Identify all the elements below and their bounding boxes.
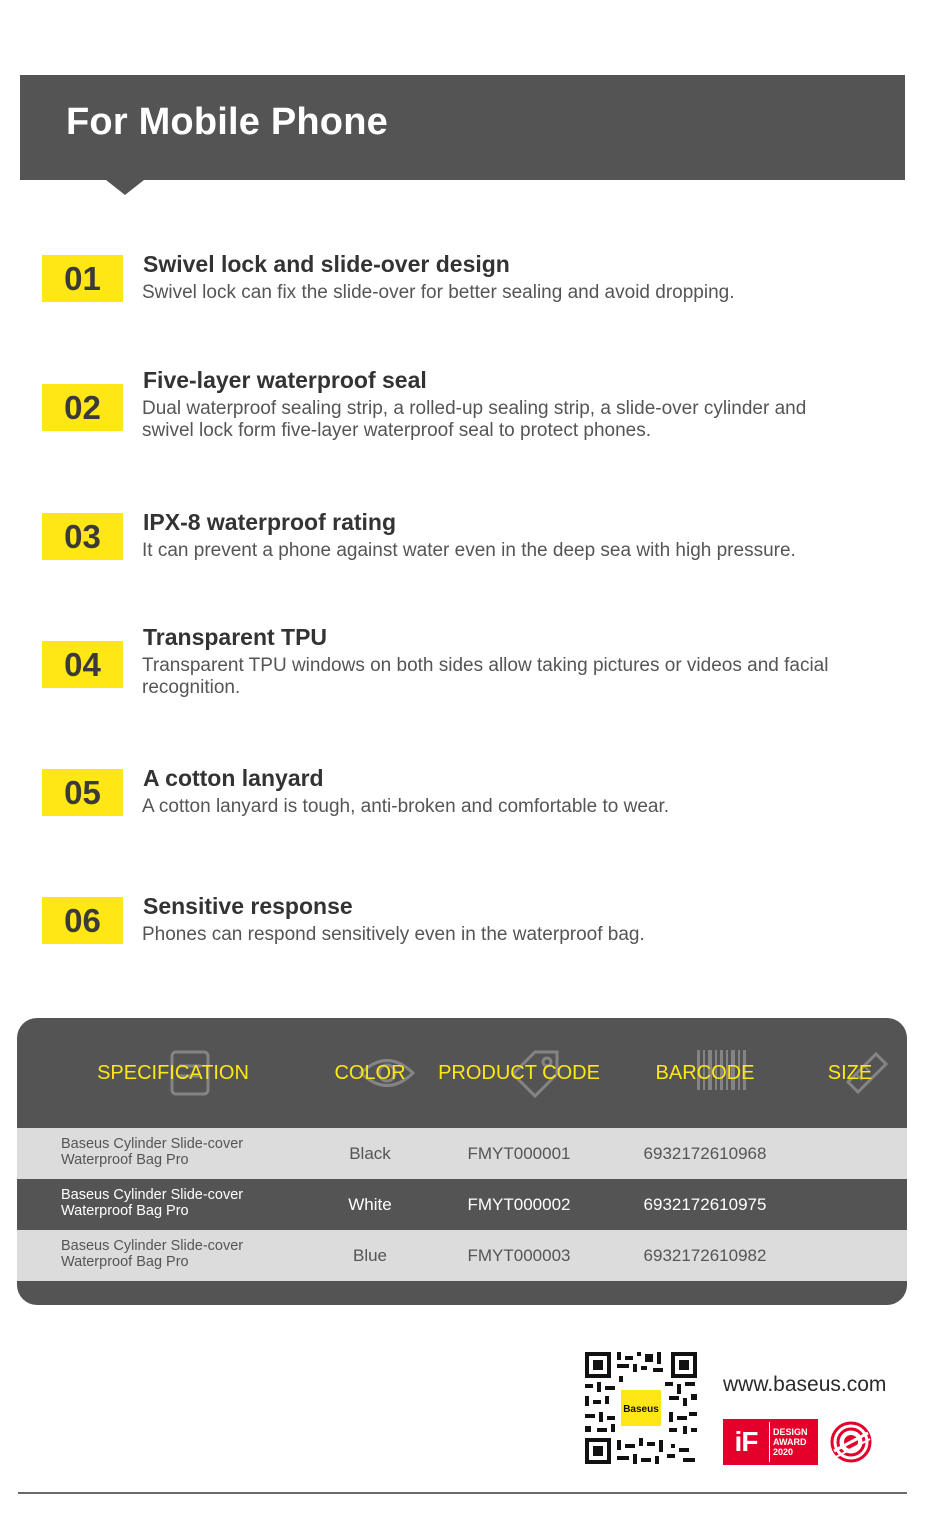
col-header-product-code: PRODUCT CODE	[438, 1062, 600, 1084]
cell-spec-line1: Baseus Cylinder Slide-cover	[61, 1187, 244, 1203]
feature-description: Transparent TPU windows on both sides allow taking pictures or videos and facial recognition.	[142, 655, 829, 698]
cell-spec-line2: Waterproof Bag Pro	[61, 1152, 189, 1168]
if-design-award-logo	[723, 1419, 818, 1465]
col-header-color: COLOR	[334, 1062, 406, 1084]
cell-color: Black	[349, 1144, 391, 1163]
feature-description: A cotton lanyard is tough, anti-broken and comfortable to wear.	[142, 796, 670, 817]
header-pointer	[106, 180, 144, 195]
cell-spec-line1: Baseus Cylinder Slide-cover	[61, 1136, 244, 1152]
feature-number-badge: 04	[42, 641, 123, 688]
cell-color: Blue	[352, 1246, 388, 1265]
col-header-size: SIZE	[827, 1062, 873, 1084]
cell-product-code: FMYT000002	[467, 1195, 571, 1214]
col-header-barcode: BARCODE	[655, 1062, 755, 1084]
qr-code[interactable]	[583, 1350, 699, 1466]
feature-description: Swivel lock can fix the slide-over for better sealing and avoid dropping.	[142, 282, 735, 303]
bottom-divider	[18, 1492, 907, 1494]
feature-title: A cotton lanyard	[143, 765, 324, 791]
feature-title: IPX-8 waterproof rating	[143, 509, 397, 535]
cell-specification	[61, 1238, 291, 1270]
feature-description: Dual waterproof sealing strip, a rolled-up sealing strip, a slide-over cylinder and swivel lock form five-layer waterproof seal to protect phones.	[142, 398, 807, 441]
if-award-line1: DESIGN	[773, 1427, 808, 1437]
feature-number-badge: 06	[42, 897, 123, 944]
feature-description: It can prevent a phone against water even in the deep sea with high pressure.	[142, 540, 796, 561]
feature-number-badge: 01	[42, 255, 123, 302]
feature-number-badge: 03	[42, 513, 123, 560]
cell-specification	[61, 1136, 291, 1168]
cell-spec-line1: Baseus Cylinder Slide-cover	[61, 1238, 244, 1254]
table-row	[17, 1230, 907, 1281]
feature-description: Phones can respond sensitively even in the waterproof bag.	[142, 924, 645, 945]
feature-title: Swivel lock and slide-over design	[143, 251, 510, 277]
cell-barcode: 6932172610968	[643, 1144, 767, 1163]
website-link[interactable]: www.baseus.com	[723, 1373, 887, 1396]
red-dot-award-icon	[830, 1421, 872, 1463]
if-award-line2: AWARD	[773, 1437, 807, 1447]
feature-number-badge: 05	[42, 769, 123, 816]
if-mark: iF	[734, 1426, 758, 1457]
table-row	[17, 1179, 907, 1230]
cell-barcode: 6932172610982	[643, 1246, 767, 1265]
col-header-specification: SPECIFICATION	[97, 1062, 249, 1084]
cell-color: White	[348, 1195, 392, 1214]
spec-table	[17, 1018, 907, 1305]
cell-product-code: FMYT000001	[467, 1144, 571, 1163]
cell-spec-line2: Waterproof Bag Pro	[61, 1203, 189, 1219]
qr-logo-text: Baseus	[623, 1404, 659, 1415]
cell-specification	[61, 1187, 291, 1219]
if-award-line3: 2020	[773, 1447, 794, 1457]
cell-barcode: 6932172610975	[643, 1195, 767, 1214]
spec-table-header	[17, 1018, 907, 1128]
feature-title: Transparent TPU	[143, 624, 328, 650]
cell-product-code: FMYT000003	[467, 1246, 571, 1265]
if-award-text	[769, 1422, 817, 1462]
header-banner	[20, 75, 905, 180]
feature-title: Five-layer waterproof seal	[143, 367, 427, 393]
cell-spec-line2: Waterproof Bag Pro	[61, 1254, 189, 1270]
page-title: For Mobile Phone	[66, 101, 388, 143]
table-row	[17, 1128, 907, 1179]
feature-number-badge: 02	[42, 384, 123, 431]
feature-title: Sensitive response	[143, 893, 353, 919]
